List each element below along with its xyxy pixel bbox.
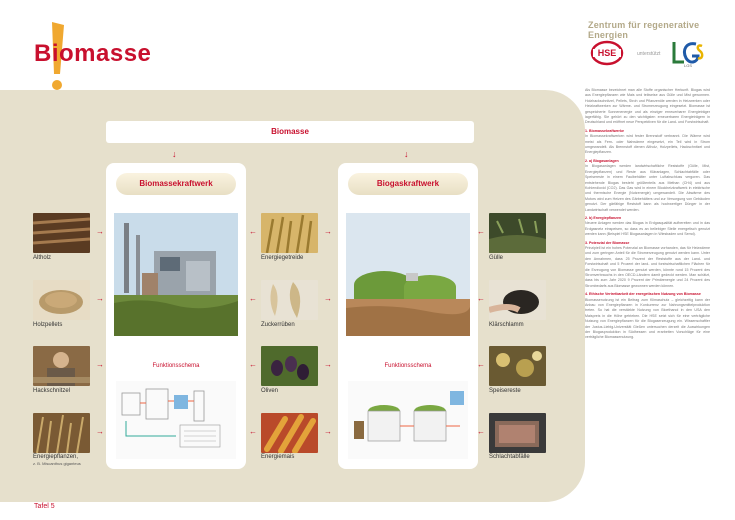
biomasse-box: Biomasse [106,121,474,143]
energiepflanzen-image [33,413,90,453]
arrow-left-icon: ← [477,294,485,303]
biomassekraftwerk-photo [114,213,238,336]
section-body: Biomassenutzung ist ein Beitrag zum Klimaschutz – gleichzeitig kann der Anbau von Energiepflanzen in Konkurrenz zur Nahrungsmittelproduktion treten. So hat die verstärkte Nutzung von Bioethanol in den USA den Maispreis in die Höhe getrieben. Die HSE setzt sich für eine verträgliche Nutzung von Energiepflanzen für die Biogaserzeugung ein. Wissenschaftler der Justus-Liebig-Universität Gießen untersuchen derzeit die Auswirkungen der Biogasproduktion in Südhessen und erarbeiten Vorschläge für eine verträgliche Biomassenutzung. [585,297,710,340]
arrow-right-icon: → [324,227,332,236]
speisereste-label: Speisereste [489,388,521,394]
section-heading: 2. a) Biogasanlagen [585,158,619,163]
schlachtabfaelle-image [489,413,546,453]
arrow-left-icon: ← [477,427,485,436]
arrow-left-icon: ← [477,227,485,236]
altholz-image [33,213,90,253]
zentrum-title: Zentrum für regenerative Energien [588,20,700,40]
arrow-down-icon: ↓ [404,149,409,159]
hse-logo [590,40,624,66]
arrow-down-icon: ↓ [172,149,177,159]
guelle-image [489,213,546,253]
zuckerrueben-image [261,280,318,320]
holzpellets-image [33,280,90,320]
biomassekraftwerk-heading: Biomassekraftwerk [116,173,236,195]
energiemais-label: Energiemais [261,454,295,460]
arrow-right-icon: → [324,360,332,369]
funktionsschema-label: Funktionsschema [152,363,200,369]
section-body: In Biogasanlagen werden landwirtschaftliche Reststoffe (Gülle, Mist, Energiepflanzen) und Reste aus Kläranlagen, Schlachtabfälle oder Speisereste in einem Faulbehälter unter Luftabschluss vergoren. Das entstehende Biogas besteht größtenteils aus Methan (CH4) und aus Kohlendioxid (CO2). Das Gas wird in einem Blockheizkraftwerk in elektrische und thermische Energie (Nutzenergie) umgewandelt. Die Abwärme des Motors wird zum Heizen des Gärbehälters und zur Versorgung von Gebäuden genutzt. Der gärfähige Reststoff kann als hochwertiger Dünger in der Landwirtschaft verwendet werden. [585,164,710,212]
hackschnitzel-label: Hackschnitzel [33,388,71,394]
oliven-image [261,346,318,386]
section-heading: 3. Potenzial der Biomasse [585,240,630,245]
schlachtabfaelle-label: Schlachtabfälle [489,454,530,460]
logo-und-text: unterstützt [637,51,661,57]
klaerschlamm-image [489,280,546,320]
energiepflanzen-sublabel: z. B. Miscanthus giganteus [33,461,81,466]
hackschnitzel-image [33,346,90,386]
biogaskraftwerk-photo [346,213,470,336]
funktionsschema-label: Funktionsschema [384,363,432,369]
biogaskraftwerk-column [338,163,478,469]
page-title: Biomasse [34,40,152,67]
arrow-right-icon: → [324,427,332,436]
biogaskraftwerk-heading: Biogaskraftwerk [348,173,468,195]
tafel-label: Tafel 5 [34,503,55,510]
energiegetreide-label: Energiegetreide [261,255,304,261]
energiepflanzen-label: Energiepflanzen, [33,454,79,460]
funktionsschema-diagram [348,381,468,459]
arrow-right-icon: → [96,227,104,236]
speisereste-image [489,346,546,386]
holzpellets-label: Holzpellets [33,322,63,328]
funktionsschema-diagram [116,381,236,459]
arrow-left-icon: ← [249,427,257,436]
arrow-left-icon: ← [477,360,485,369]
guelle-label: Gülle [489,255,504,261]
arrow-right-icon: → [96,360,104,369]
hse-logo-text: HSE [597,48,617,58]
arrow-left-icon: ← [249,294,257,303]
altholz-label: Altholz [33,255,52,261]
section-heading: 2. b) Energiepflanzen [585,215,622,220]
lgs-logo [668,38,708,68]
biomassekraftwerk-column [106,163,246,469]
arrow-right-icon: → [324,294,332,303]
section-heading: 4. Ethische Vertretbarkeit der energetischen Nutzung von Biomasse [585,292,701,297]
zuckerrueben-label: Zuckerrüben [261,322,295,328]
arrow-right-icon: → [96,427,104,436]
section-body: Prinzipiell ist ein hohes Potenzial an Biomasse vorhanden, das für Heizwärme und zum geringen Anteil für die Stromerzeugung genutzt werden kann. Unter den Annahmen, dass 25 Prozent der Reststoffe aus der Land- und Forstwirtschaft und 5 Prozent der land- und forstwirtschaftlichen Flächen für die Erzeugung von Biomasse genutzt werden, könnte rund 15 Prozent des Stromverbrauchs in den OECD-Ländern damit gedeckt werden. Man schätzt, dass bis zum Jahr 2020 9 Prozent der Primärenergie und 24 Prozent des Strombedarfs aus Biomasse gewonnen werden können. [585,245,710,288]
arrow-left-icon: ← [249,227,257,236]
section-body: In Biomassekraftwerken wird fester Brennstoff verbrannt. Die Wärme wird meist als Fern- oder Nahwärme eingesetzt, ein Teil wird in Strom umgewandelt. Als Brennstoff dienen Altholz, Holzpellets, Hackschnitzel und Energiepflanzen. [585,134,710,155]
section-body: Neuere Anlagen werden das Biogas in Erdgasqualität aufbereiten und in das Erdgasnetz einspeisen, so dass es an beliebiger Stelle energetisch genutzt werden kann (Beispiel HSE Biogasanlagen in Wiesbaden und Semd). [585,221,710,237]
lgs-logo-text: LGS [683,63,693,68]
arrow-right-icon: → [96,294,104,303]
energiemais-image [261,413,318,453]
section-heading: 1. Biomassekraftwerke [585,128,624,133]
energiegetreide-image [261,213,318,253]
klaerschlamm-label: Klärschlamm [489,322,524,328]
intro-paragraph: Als Biomasse bezeichnet man alle Stoffe organischer Herkunft. Biogas wird aus Energiepflanzen wie Mais und teilweise aus Gülle und Mist gewonnen. Holzhackschnitzel, Pellets, Stroh und Pflanzenöle werden in Heizwerken oder Heizkraftwerken zur Wärme- und Stromerzeugung eingesetzt. Biomasse ist gespeicherte Sonnenenergie und als einziger erneuerbarer Energieträger lagerfähig. Sie gehört zu den wichtigsten erneuerbaren Energieträgern in Deutschland und eröffnet neue Perspektiven für die Land- und Forstwirtschaft. [585,88,710,125]
oliven-label: Oliven [261,388,279,394]
text-column [585,88,710,343]
arrow-left-icon: ← [249,360,257,369]
